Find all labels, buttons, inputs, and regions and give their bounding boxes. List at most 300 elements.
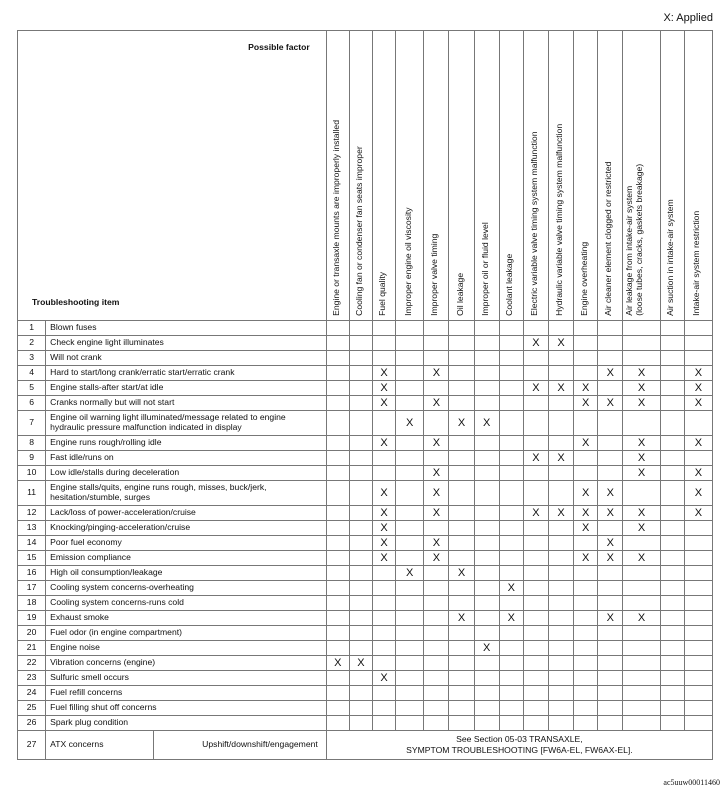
factor-cell [424, 656, 449, 671]
factor-cell [424, 701, 449, 716]
table-row [18, 481, 713, 506]
applied-mark: X [373, 481, 396, 506]
factor-cell [523, 521, 548, 536]
applied-mark: X [499, 611, 523, 626]
factor-cell [326, 566, 349, 581]
factor-header [548, 31, 573, 321]
factor-cell [349, 506, 372, 521]
factor-cell [349, 436, 372, 451]
factor-cell [373, 411, 396, 436]
factor-cell [660, 566, 684, 581]
factor-header [449, 31, 474, 321]
applied-mark: X [684, 366, 712, 381]
factor-cell [449, 396, 474, 411]
factor-cell [349, 451, 372, 466]
factor-cell [424, 626, 449, 641]
factor-cell [684, 641, 712, 656]
factor-cell [623, 686, 660, 701]
factor-cell [523, 321, 548, 336]
factor-header [598, 31, 623, 321]
factor-cell [326, 336, 349, 351]
factor-cell [424, 716, 449, 731]
factor-cell [499, 321, 523, 336]
factor-cell [449, 521, 474, 536]
factor-cell [474, 611, 499, 626]
factor-cell [449, 671, 474, 686]
table-row [18, 466, 713, 481]
factor-cell [474, 366, 499, 381]
factor-cell [349, 521, 372, 536]
table-row [18, 351, 713, 366]
factor-cell [326, 411, 349, 436]
factor-cell [598, 351, 623, 366]
factor-cell [523, 656, 548, 671]
row-number: 16 [18, 566, 46, 581]
applied-mark: X [574, 481, 598, 506]
row-item: Cranks normally but will not start [46, 396, 327, 411]
applied-mark: X [574, 521, 598, 536]
applied-mark: X [373, 436, 396, 451]
factor-cell [684, 566, 712, 581]
factor-header [660, 31, 684, 321]
factor-cell [548, 321, 573, 336]
factor-cell [474, 336, 499, 351]
factor-cell [523, 466, 548, 481]
row-item: Vibration concerns (engine) [46, 656, 327, 671]
applied-mark: X [548, 451, 573, 466]
table-row [18, 611, 713, 626]
applied-mark: X [684, 506, 712, 521]
factor-cell [623, 641, 660, 656]
factor-cell [326, 716, 349, 731]
factor-cell [349, 626, 372, 641]
factor-cell [396, 716, 424, 731]
factor-cell [499, 481, 523, 506]
applied-mark: X [373, 366, 396, 381]
factor-cell [623, 566, 660, 581]
applied-mark: X [449, 411, 474, 436]
applied-mark: X [373, 536, 396, 551]
applied-mark: X [574, 506, 598, 521]
factor-cell [449, 716, 474, 731]
factor-cell [598, 581, 623, 596]
applied-mark: X [523, 451, 548, 466]
factor-label: Improper oil or fluid level [479, 222, 490, 316]
factor-cell [326, 686, 349, 701]
applied-mark: X [684, 436, 712, 451]
factor-cell [548, 436, 573, 451]
factor-cell [523, 716, 548, 731]
table-row [18, 716, 713, 731]
factor-cell [396, 626, 424, 641]
factor-cell [623, 411, 660, 436]
row-item [46, 411, 327, 436]
factor-cell [424, 321, 449, 336]
factor-cell [349, 366, 372, 381]
applied-mark: X [574, 551, 598, 566]
factor-cell [523, 536, 548, 551]
applied-mark: X [598, 551, 623, 566]
factor-cell [574, 716, 598, 731]
factor-cell [424, 451, 449, 466]
factor-cell [660, 436, 684, 451]
row-number: 18 [18, 596, 46, 611]
factor-cell [574, 626, 598, 641]
factor-cell [660, 466, 684, 481]
factor-cell [326, 481, 349, 506]
troubleshooting-table [17, 30, 713, 760]
factor-cell [499, 466, 523, 481]
factor-cell [623, 626, 660, 641]
factor-cell [474, 626, 499, 641]
factor-cell [574, 686, 598, 701]
factor-cell [326, 506, 349, 521]
factor-cell [474, 596, 499, 611]
factor-cell [548, 366, 573, 381]
factor-cell [474, 566, 499, 581]
factor-cell [424, 641, 449, 656]
row-number: 17 [18, 581, 46, 596]
factor-cell [523, 436, 548, 451]
factor-cell [660, 336, 684, 351]
factor-cell [449, 366, 474, 381]
factor-cell [449, 536, 474, 551]
possible-factor-label: Possible factor [248, 42, 310, 52]
table-row [18, 336, 713, 351]
factor-cell [660, 626, 684, 641]
factor-cell [574, 336, 598, 351]
applied-mark: X [598, 481, 623, 506]
factor-cell [499, 336, 523, 351]
applied-mark: X [598, 536, 623, 551]
factor-label: Improper valve timing [429, 233, 440, 316]
factor-cell [349, 381, 372, 396]
factor-cell [660, 581, 684, 596]
factor-cell [598, 336, 623, 351]
factor-cell [598, 451, 623, 466]
row-item: Sulfuric smell occurs [46, 671, 327, 686]
factor-label: Improper engine oil viscosity [402, 207, 413, 316]
factor-cell [574, 321, 598, 336]
factor-cell [424, 521, 449, 536]
table-row [18, 381, 713, 396]
factor-label: Air cleaner element clogged or restricted [603, 161, 614, 316]
atx-subitem: Upshift/downshift/engagement [153, 731, 326, 760]
factor-cell [548, 671, 573, 686]
factor-cell [349, 641, 372, 656]
factor-cell [424, 686, 449, 701]
factor-cell [326, 521, 349, 536]
factor-cell [523, 566, 548, 581]
factor-cell [684, 671, 712, 686]
factor-header [684, 31, 712, 321]
factor-cell [373, 336, 396, 351]
factor-cell [660, 381, 684, 396]
factor-label: Hydraulic variable valve timing system malfunction [554, 124, 565, 316]
factor-cell [474, 701, 499, 716]
factor-cell [474, 466, 499, 481]
applied-mark: X [373, 521, 396, 536]
factor-cell [598, 641, 623, 656]
factor-cell [449, 321, 474, 336]
factor-cell [499, 536, 523, 551]
factor-cell [396, 436, 424, 451]
applied-mark: X [523, 336, 548, 351]
factor-cell [523, 596, 548, 611]
row-number: 15 [18, 551, 46, 566]
factor-cell [548, 396, 573, 411]
factor-cell [499, 716, 523, 731]
factor-cell [474, 321, 499, 336]
factor-header [373, 31, 396, 321]
factor-cell [548, 466, 573, 481]
factor-cell [474, 451, 499, 466]
row-number: 4 [18, 366, 46, 381]
factor-cell [396, 686, 424, 701]
factor-cell [523, 641, 548, 656]
factor-cell [396, 551, 424, 566]
factor-cell [474, 716, 499, 731]
factor-cell [499, 671, 523, 686]
factor-cell [326, 466, 349, 481]
factor-cell [684, 351, 712, 366]
factor-cell [449, 506, 474, 521]
factor-label: Cooling fan or condenser fan seats improper [353, 146, 364, 316]
factor-cell [424, 611, 449, 626]
row-item: Engine stalls-after start/at idle [46, 381, 327, 396]
table-row [18, 656, 713, 671]
factor-cell [396, 596, 424, 611]
table-row [18, 581, 713, 596]
factor-cell [660, 701, 684, 716]
factor-label: Oil leakage [454, 273, 465, 316]
factor-cell [349, 351, 372, 366]
factor-cell [349, 671, 372, 686]
table-row [18, 436, 713, 451]
factor-cell [499, 411, 523, 436]
factor-cell [474, 481, 499, 506]
row-item: Emission compliance [46, 551, 327, 566]
factor-cell [449, 436, 474, 451]
factor-cell [424, 351, 449, 366]
factor-cell [349, 686, 372, 701]
applied-mark: X [373, 551, 396, 566]
factor-cell [373, 566, 396, 581]
row-number: 2 [18, 336, 46, 351]
table-row [18, 536, 713, 551]
factor-cell [396, 351, 424, 366]
table-row [18, 671, 713, 686]
factor-cell [424, 596, 449, 611]
factor-cell [523, 481, 548, 506]
factor-cell [523, 701, 548, 716]
factor-cell [548, 716, 573, 731]
troubleshooting-table-container [17, 30, 713, 760]
factor-cell [449, 641, 474, 656]
factor-cell [349, 701, 372, 716]
factor-cell [574, 581, 598, 596]
row-item: Will not crank [46, 351, 327, 366]
factor-cell [523, 626, 548, 641]
row-number: 8 [18, 436, 46, 451]
table-body [18, 321, 713, 760]
applied-mark: X [598, 506, 623, 521]
factor-cell [424, 336, 449, 351]
row-item: Fuel odor (in engine compartment) [46, 626, 327, 641]
factor-cell [598, 411, 623, 436]
table-row [18, 596, 713, 611]
applied-mark: X [349, 656, 372, 671]
factor-cell [660, 351, 684, 366]
factor-cell [623, 321, 660, 336]
factor-cell [598, 701, 623, 716]
applied-mark: X [449, 611, 474, 626]
row-item: Cooling system concerns-overheating [46, 581, 327, 596]
factor-cell [548, 566, 573, 581]
table-row [18, 366, 713, 381]
atx-see-section [326, 731, 712, 760]
factor-cell [396, 521, 424, 536]
factor-cell [598, 656, 623, 671]
factor-header [574, 31, 598, 321]
factor-cell [373, 626, 396, 641]
factor-cell [326, 611, 349, 626]
row-item: Low idle/stalls during deceleration [46, 466, 327, 481]
atx-see-line2: SYMPTOM TROUBLESHOOTING [FW6A-EL, FW6AX-EL]. [406, 745, 633, 755]
applied-mark: X [424, 536, 449, 551]
factor-cell [499, 521, 523, 536]
applied-mark: X [424, 481, 449, 506]
factor-cell [499, 596, 523, 611]
factor-cell [684, 716, 712, 731]
factor-cell [548, 596, 573, 611]
factor-cell [660, 671, 684, 686]
row-number: 11 [18, 481, 46, 506]
factor-cell [598, 686, 623, 701]
factor-cell [684, 656, 712, 671]
table-row [18, 451, 713, 466]
row-item: Fast idle/runs on [46, 451, 327, 466]
factor-cell [373, 321, 396, 336]
applied-mark: X [373, 381, 396, 396]
row-item: Cooling system concerns-runs cold [46, 596, 327, 611]
applied-mark: X [499, 581, 523, 596]
row-number: 5 [18, 381, 46, 396]
factor-cell [326, 626, 349, 641]
factor-cell [523, 581, 548, 596]
factor-cell [474, 671, 499, 686]
factor-cell [499, 701, 523, 716]
factor-cell [326, 451, 349, 466]
row-item: High oil consumption/leakage [46, 566, 327, 581]
factor-cell [499, 626, 523, 641]
factor-cell [396, 396, 424, 411]
table-row [18, 396, 713, 411]
factor-cell [684, 411, 712, 436]
applied-mark: X [623, 436, 660, 451]
factor-cell [396, 656, 424, 671]
factor-header [474, 31, 499, 321]
factor-cell [598, 436, 623, 451]
applied-mark: X [474, 641, 499, 656]
factor-cell [660, 481, 684, 506]
factor-cell [623, 671, 660, 686]
factor-cell [474, 396, 499, 411]
row-item-line2: hydraulic pressure malfunction indicated in display [50, 422, 242, 432]
factor-cell [449, 551, 474, 566]
factor-cell [449, 626, 474, 641]
factor-cell [684, 336, 712, 351]
factor-cell [684, 701, 712, 716]
factor-cell [623, 716, 660, 731]
factor-cell [424, 411, 449, 436]
factor-cell [574, 566, 598, 581]
factor-cell [499, 641, 523, 656]
applied-mark: X [523, 506, 548, 521]
factor-cell [684, 451, 712, 466]
factor-cell [660, 686, 684, 701]
factor-cell [449, 686, 474, 701]
factor-cell [574, 536, 598, 551]
factor-cell [660, 641, 684, 656]
factor-cell [373, 716, 396, 731]
factor-cell [474, 381, 499, 396]
applied-mark: X [598, 396, 623, 411]
factor-cell [660, 611, 684, 626]
factor-cell [499, 366, 523, 381]
applied-mark: X [598, 366, 623, 381]
factor-cell [548, 656, 573, 671]
factor-cell [349, 411, 372, 436]
factor-cell [499, 506, 523, 521]
table-row [18, 686, 713, 701]
figure-id: ac5uuw00011460 [663, 778, 720, 787]
row-item: Knocking/pinging-acceleration/cruise [46, 521, 327, 536]
factor-cell [660, 411, 684, 436]
table-corner-header [18, 31, 327, 321]
row-number: 21 [18, 641, 46, 656]
factor-cell [574, 656, 598, 671]
factor-label-line1: Air leakage from intake-air system [624, 186, 635, 316]
factor-cell [449, 656, 474, 671]
factor-cell [349, 481, 372, 506]
factor-cell [523, 366, 548, 381]
factor-cell [449, 351, 474, 366]
factor-cell [598, 626, 623, 641]
factor-cell [660, 596, 684, 611]
row-item: Engine runs rough/rolling idle [46, 436, 327, 451]
factor-cell [396, 701, 424, 716]
applied-mark: X [424, 506, 449, 521]
factor-cell [548, 521, 573, 536]
factor-cell [598, 521, 623, 536]
legend-applied: X: Applied [663, 12, 713, 24]
factor-cell [523, 671, 548, 686]
applied-mark: X [449, 566, 474, 581]
factor-cell [623, 351, 660, 366]
factor-header [396, 31, 424, 321]
row-item: Blown fuses [46, 321, 327, 336]
factor-cell [660, 551, 684, 566]
row-number: 23 [18, 671, 46, 686]
factor-cell [660, 716, 684, 731]
table-row [18, 701, 713, 716]
factor-cell [396, 536, 424, 551]
factor-cell [574, 596, 598, 611]
applied-mark: X [623, 451, 660, 466]
factor-cell [349, 466, 372, 481]
factor-cell [523, 396, 548, 411]
